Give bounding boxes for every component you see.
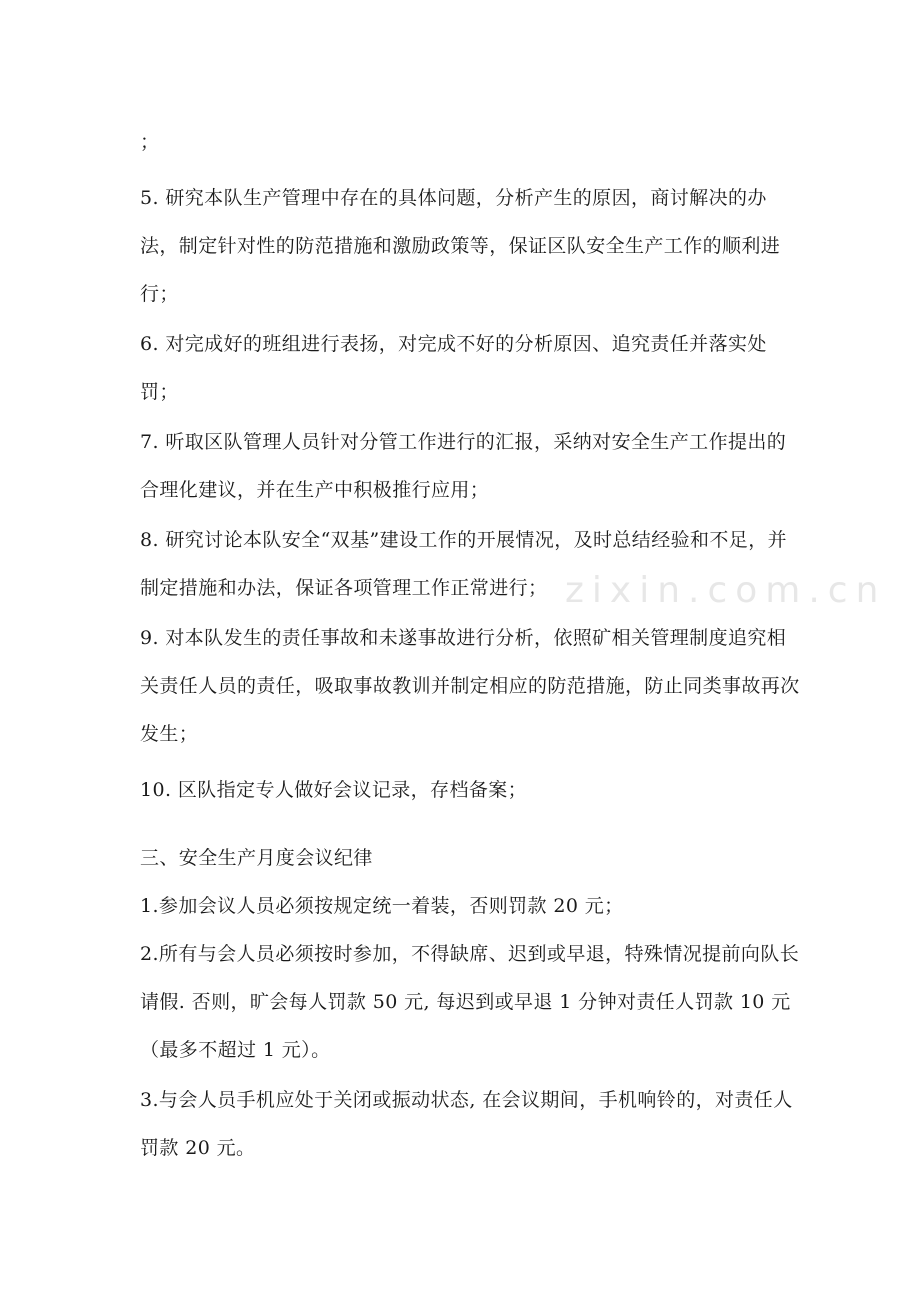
list-item-fragment: ； <box>140 131 160 153</box>
rule-item-1: 1.参加会议人员必须按规定统一着装，否则罚款 20 元； <box>140 895 624 917</box>
list-item-9: 9. 对本队发生的责任事故和未遂事故进行分析，依照矿相关管理制度追究相关责任人员的责任，吸取事故教训并制定相应的防范措施，防止同类事故再次发生； <box>140 627 800 745</box>
section-heading: 三、安全生产月度会议纪律 <box>140 847 373 869</box>
watermark: zixin.com.cn <box>565 570 887 611</box>
rule-item-2: 2.所有与会人员必须按时参加，不得缺席、迟到或早退，特殊情况提前向队长请假. 否则，旷会每人罚款 50 元, 每迟到或早退 1 分钟对责任人罚款 10 元（最多不超过 1 元）。 <box>140 943 800 1061</box>
list-item-7: 7. 听取区队管理人员针对分管工作进行的汇报，采纳对安全生产工作提出的合理化建议，并在生产中积极推行应用； <box>140 431 787 501</box>
list-item-10: 10. 区队指定专人做好会议记录，存档备案； <box>140 779 528 801</box>
list-item-6: 6. 对完成好的班组进行表扬，对完成不好的分析原因、追究责任并落实处罚； <box>140 333 767 403</box>
list-item-8: 8. 研究讨论本队安全“双基”建设工作的开展情况，及时总结经验和不足，并制定措施和办法，保证各项管理工作正常进行； <box>140 529 787 599</box>
list-item-5: 5. 研究本队生产管理中存在的具体问题，分析产生的原因，商讨解决的办法，制定针对性的防范措施和激励政策等，保证区队安全生产工作的顺利进行； <box>140 187 781 305</box>
rule-item-3: 3.与会人员手机应处于关闭或振动状态, 在会议期间，手机响铃的，对责任人罚款 20 元。 <box>140 1089 793 1159</box>
